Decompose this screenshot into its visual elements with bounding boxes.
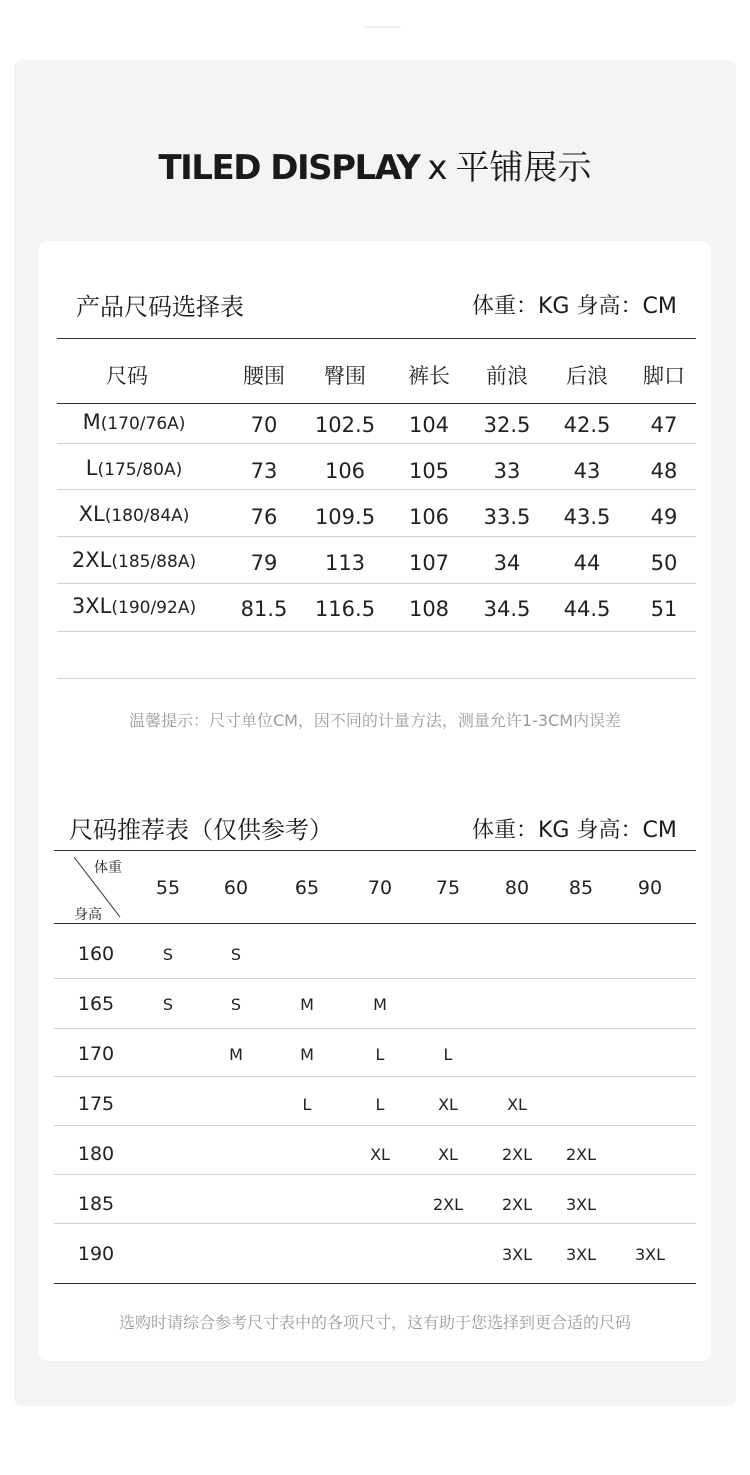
recommend-note: 选购时请综合参考尺寸表中的各项尺寸，这有助于您选择到更合适的尺码 xyxy=(118,1313,631,1332)
weight-header: 60 xyxy=(223,877,249,899)
recommend-size-cell: XL xyxy=(507,1095,527,1114)
size-spec: (185/88A) xyxy=(111,552,197,572)
size-label xyxy=(83,410,186,434)
recommend-bottom-rule xyxy=(54,1283,696,1284)
size-table-cell: 49 xyxy=(650,505,678,529)
size-table-cell: 105 xyxy=(408,459,450,483)
size-table-bottom-rule xyxy=(57,678,696,679)
recommend-size-cell: L xyxy=(302,1095,312,1114)
recommend-size-cell: 3XL xyxy=(634,1245,666,1264)
hero-title-en: TILED DISPLAY xyxy=(158,148,420,188)
size-table-cell: 116.5 xyxy=(314,597,376,621)
header-length: 裤长 xyxy=(408,364,450,388)
size-table-cell: 33 xyxy=(493,459,521,483)
size-code: L xyxy=(85,456,98,480)
recommend-row-rule xyxy=(54,1076,696,1077)
size-table-cell: 76 xyxy=(250,505,278,529)
weight-header: 80 xyxy=(504,877,530,899)
size-table-cell: 33.5 xyxy=(483,505,531,529)
recommend-size-cell: XL xyxy=(438,1095,458,1114)
header-back-rise: 后浪 xyxy=(566,364,608,388)
recommend-size-cell: S xyxy=(230,995,242,1014)
recommend-size-cell: 3XL xyxy=(501,1245,533,1264)
size-label xyxy=(86,456,182,480)
recommend-row-rule xyxy=(54,1125,696,1126)
size-spec: (190/92A) xyxy=(111,598,197,618)
height-label: 180 xyxy=(77,1143,115,1165)
size-table-cell: 70 xyxy=(250,413,278,437)
size-table-cell: 51 xyxy=(650,597,678,621)
size-card xyxy=(38,241,711,1361)
size-table-cell: 106 xyxy=(408,505,450,529)
recommend-size-cell: L xyxy=(375,1095,385,1114)
size-table-note: 温馨提示：尺寸单位CM，因不同的计量方法，测量允许1-3CM内误差 xyxy=(128,711,622,730)
weight-header: 65 xyxy=(294,877,320,899)
recommend-size-cell: M xyxy=(300,1045,314,1064)
size-table-rule xyxy=(57,403,696,404)
size-code: 2XL xyxy=(71,548,112,572)
recommend-size-cell: S xyxy=(162,995,174,1014)
recommend-size-cell: M xyxy=(373,995,387,1014)
size-table-cell: 43 xyxy=(573,459,601,483)
size-table-cell: 43.5 xyxy=(563,505,611,529)
recommend-top-rule xyxy=(54,850,696,851)
size-table-cell: 107 xyxy=(408,551,450,575)
recommend-size-cell: M xyxy=(229,1045,243,1064)
size-table-cell: 34.5 xyxy=(483,597,531,621)
hero-title xyxy=(0,140,750,189)
recommend-size-cell: 3XL xyxy=(565,1195,597,1214)
size-table-rule xyxy=(57,631,696,632)
height-label: 185 xyxy=(77,1193,115,1215)
recommend-size-cell: XL xyxy=(438,1145,458,1164)
height-label: 165 xyxy=(77,993,115,1015)
recommend-size-cell: 2XL xyxy=(501,1145,533,1164)
top-divider xyxy=(365,26,401,28)
header-hip: 臀围 xyxy=(324,364,366,388)
size-table-cell: 113 xyxy=(324,551,366,575)
size-label xyxy=(79,502,190,526)
recommend-row-rule xyxy=(54,1174,696,1175)
size-spec: (170/76A) xyxy=(100,414,186,434)
recommend-size-cell: 2XL xyxy=(501,1195,533,1214)
size-table-cell: 34 xyxy=(493,551,521,575)
recommend-size-cell: L xyxy=(375,1045,385,1064)
size-code: M xyxy=(82,410,101,434)
size-spec: (180/84A) xyxy=(104,506,190,526)
size-label xyxy=(72,548,196,572)
weight-header: 85 xyxy=(568,877,594,899)
weight-header: 55 xyxy=(155,877,181,899)
size-code: XL xyxy=(78,502,105,526)
hero-separator: x xyxy=(427,148,448,188)
size-table-cell: 104 xyxy=(408,413,450,437)
recommend-row-rule xyxy=(54,1223,696,1224)
height-label: 190 xyxy=(77,1243,115,1265)
size-table-cell: 73 xyxy=(250,459,278,483)
recommend-unit: 体重：KG 身高：CM xyxy=(472,818,677,843)
recommend-size-cell: XL xyxy=(370,1145,390,1164)
weight-header: 70 xyxy=(367,877,393,899)
recommend-size-cell: S xyxy=(162,945,174,964)
size-table-cell: 32.5 xyxy=(483,413,531,437)
recommend-header-rule xyxy=(54,923,696,924)
size-table-unit: 体重：KG 身高：CM xyxy=(472,294,677,319)
size-table-rule xyxy=(57,583,696,584)
recommend-size-cell: 2XL xyxy=(432,1195,464,1214)
size-table-cell: 102.5 xyxy=(314,413,376,437)
size-table-cell: 50 xyxy=(650,551,678,575)
recommend-row-rule xyxy=(54,1028,696,1029)
size-table-top-rule xyxy=(57,338,696,339)
height-label: 160 xyxy=(77,943,115,965)
recommend-row-rule xyxy=(54,978,696,979)
weight-header: 75 xyxy=(435,877,461,899)
size-table-cell: 109.5 xyxy=(314,505,376,529)
size-table-cell: 44.5 xyxy=(563,597,611,621)
height-label: 175 xyxy=(77,1093,115,1115)
corner-weight-label: 体重 xyxy=(94,860,122,876)
recommend-size-cell: M xyxy=(300,995,314,1014)
weight-header: 90 xyxy=(637,877,663,899)
size-table-cell: 48 xyxy=(650,459,678,483)
header-size: 尺码 xyxy=(106,364,148,388)
corner-height-label: 身高 xyxy=(74,907,102,923)
header-leg-opening: 脚口 xyxy=(643,364,685,388)
recommend-size-cell: L xyxy=(443,1045,453,1064)
size-code: 3XL xyxy=(71,594,112,618)
size-table-cell: 42.5 xyxy=(563,413,611,437)
header-waist: 腰围 xyxy=(243,364,285,388)
size-table-cell: 47 xyxy=(650,413,678,437)
size-spec: (175/80A) xyxy=(97,460,183,480)
hero-title-cn: 平铺展示 xyxy=(455,148,592,188)
recommend-size-cell: S xyxy=(230,945,242,964)
size-table-title: 产品尺码选择表 xyxy=(76,293,244,321)
size-table-cell: 81.5 xyxy=(240,597,288,621)
height-label: 170 xyxy=(77,1043,115,1065)
size-table-rule xyxy=(57,443,696,444)
size-table-rule xyxy=(57,536,696,537)
size-label xyxy=(72,594,196,618)
size-table-cell: 79 xyxy=(250,551,278,575)
size-table-cell: 106 xyxy=(324,459,366,483)
size-table-rule xyxy=(57,489,696,490)
size-table-cell: 108 xyxy=(408,597,450,621)
recommend-size-cell: 2XL xyxy=(565,1145,597,1164)
recommend-size-cell: 3XL xyxy=(565,1245,597,1264)
recommend-title: 尺码推荐表（仅供参考） xyxy=(69,816,333,844)
header-front-rise: 前浪 xyxy=(486,364,528,388)
size-table-cell: 44 xyxy=(573,551,601,575)
